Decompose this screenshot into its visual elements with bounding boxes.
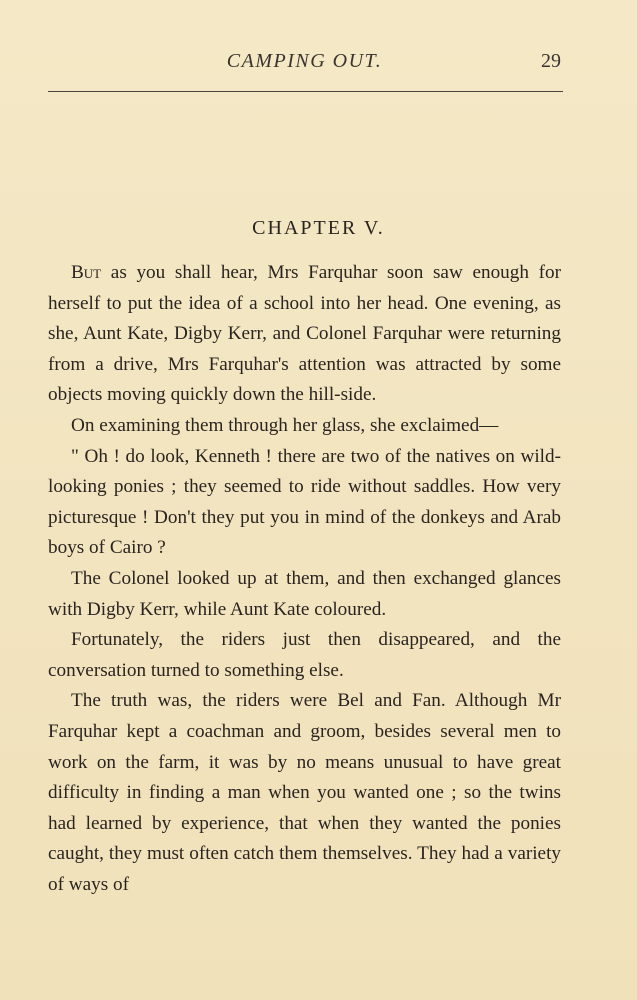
paragraph-4: The Colonel looked up at them, and then exchanged glances with Digby Kerr, while Aunt Kate coloured. <box>48 567 561 620</box>
body-text <box>48 258 561 900</box>
paragraph-2: On examining them through her glass, she exclaimed— <box>71 414 499 436</box>
paragraph-3: " Oh ! do look, Kenneth ! there are two of the natives on wild-looking ponies ; they seemed to ride without saddles. How very picturesque ! Don't they put you in mind of the donkeys and Arab boys of Cairo ? <box>48 445 561 559</box>
chapter-heading: CHAPTER V. <box>252 217 385 239</box>
running-header <box>48 50 561 80</box>
paragraph-1 <box>48 258 561 411</box>
paragraph-5: Fortunately, the riders just then disappeared, and the conversation turned to something else. <box>48 629 561 681</box>
page-number: 29 <box>541 50 561 72</box>
paragraph-first-word: But <box>71 262 102 283</box>
header-rule <box>48 91 563 92</box>
running-title: CAMPING OUT. <box>226 50 383 72</box>
paragraph-6: The truth was, the riders were Bel and Fan. Although Mr Farquhar kept a coachman and groom, besides several men to work on the farm, it was by no means unusual to have great difficulty in finding a man when you wanted one ; so the twins had learned by experience, that when they wanted the ponies caught, they must often catch them themselves. They had a variety of ways of <box>48 690 561 895</box>
paragraph-text: as you shall hear, Mrs Farquhar soon saw enough for herself to put the idea of a school into her head. One evening, as she, Aunt Kate, Digby Kerr, and Colonel Farquhar were returning from a drive, Mrs Farquhar's attention was attracted by some objects moving quickly down the hill-side. <box>48 262 561 406</box>
